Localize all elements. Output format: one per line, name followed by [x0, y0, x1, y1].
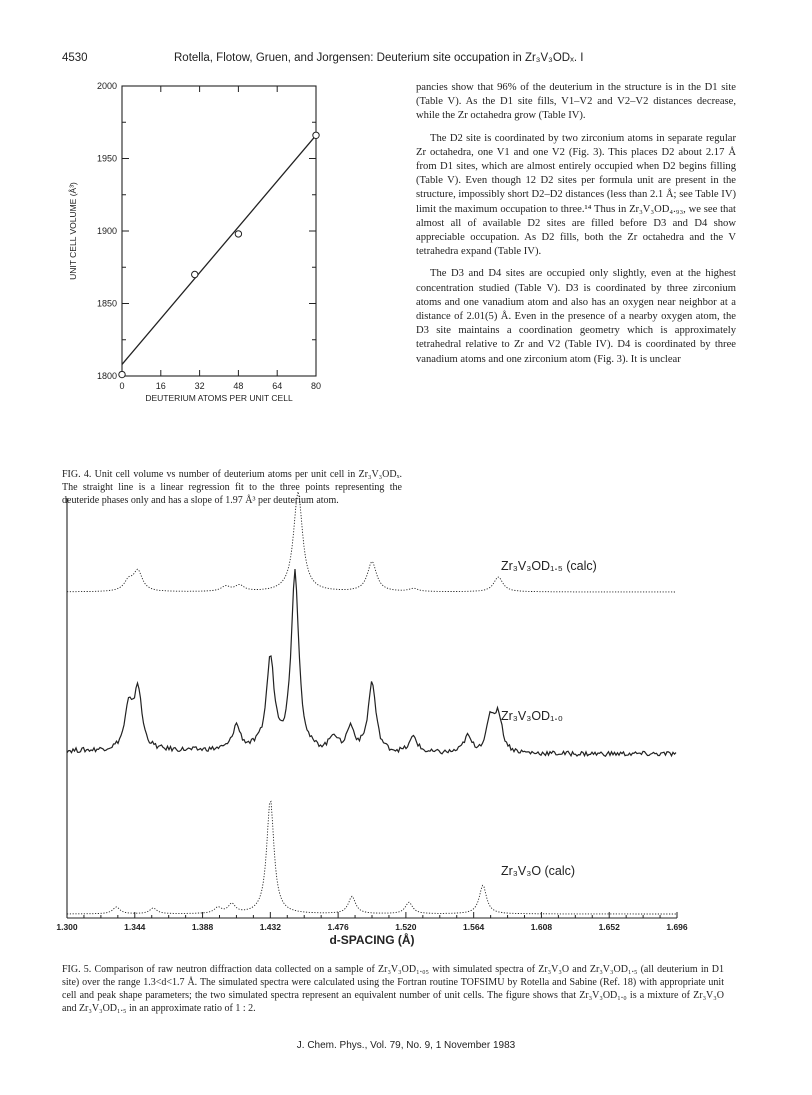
fig5-caption: FIG. 5. Comparison of raw neutron diffraction data collected on a sample of Zr₃V₃OD₁.₀₅ with simulated spectra of Zr₃V₃O and Zr₃V₃OD₁.₅ (all deuterium in D1 site) over the range 1.3<d<1.7 Å. The simulated spectra were calculated using the Fortran routine TOFSIMU by Rotella and Sabine (Ref. 18) with appropriate unit cell and peak shape parameters; the two simulated spectra represent an equivalent number of unit cells. The figure shows that Zr₃V₃OD₁.₀ is a mixture of Zr₃V₃O and Zr₃V₃OD₁.₅ in an approximate ratio of 1 : 2. — [62, 964, 724, 1014]
fig4-regression-line — [122, 135, 316, 364]
x-tick-label: 16 — [155, 381, 166, 391]
fig5-chart — [55, 490, 745, 950]
y-tick-label: 1800 — [96, 371, 117, 381]
y-tick-label: 1950 — [96, 153, 117, 164]
y-tick-label: 2000 — [96, 81, 117, 91]
fig4-data-point — [235, 231, 241, 237]
fig4-data-point — [192, 271, 198, 277]
x-tick-label: 1.520 — [395, 922, 417, 932]
fig5-series-line — [67, 802, 676, 915]
fig4-plot-frame — [122, 86, 316, 376]
x-tick-label: 1.388 — [191, 922, 214, 932]
running-head: Rotella, Flotow, Gruen, and Jorgensen: Deuterium site occupation in Zr₃V₃ODₓ. I — [174, 52, 584, 64]
fig4-x-axis-label: DEUTERIUM ATOMS PER UNIT CELL — [145, 393, 293, 403]
x-tick-label: 0 — [119, 381, 125, 391]
page-header — [62, 52, 762, 70]
x-tick-label: 80 — [310, 381, 322, 391]
paragraph: The D3 and D4 sites are occupied only slightly, even at the highest concentration studied (Table V). D3 is coordinated by three zirconium atoms and one vanadium atom and also has an oxygen near neighbor at a distance of 2.01(5) Å. Even in the presence of a nearby oxygen atom, the D3 site maintains a coordination geometry which is approximately tetrahedral relative to Zr and V2 (Table IV). D4 is coordinated by three vanadium atoms and one zirconium atom (Fig. 3). It is unclear — [416, 268, 736, 365]
fig5-series-label: Zr₃V₃OD₁.₀ — [501, 709, 563, 723]
y-tick-label: 1900 — [96, 226, 117, 236]
x-tick-label: 32 — [194, 381, 205, 391]
x-tick-label: 1.300 — [56, 922, 78, 932]
x-tick-label: 1.432 — [259, 922, 281, 932]
fig4-caption: FIG. 4. Unit cell volume vs number of deuterium atoms per unit cell in Zr₃V₃ODₓ. The straight line is a linear regression fit to the three points representing the deuteride phases only and has a slope of 1.97 Å³ per deuterium atom. — [62, 469, 402, 506]
x-tick-label: 48 — [233, 381, 244, 391]
y-tick-label: 1850 — [96, 298, 117, 309]
x-tick-label: 1.564 — [463, 922, 485, 932]
fig5-series-label: Zr₃V₃O (calc) — [501, 864, 576, 878]
x-tick-label: 1.652 — [598, 922, 620, 932]
fig4-y-axis-label: UNIT CELL VOLUME (Å³) — [68, 182, 78, 280]
page-number: 4530 — [62, 52, 88, 64]
fig4-data-point — [313, 132, 319, 138]
paragraph: The D2 site is coordinated by two zirconium atoms in separate regular Zr octahedra, one V1 and one V2 (Fig. 3). This places D2 about 2.17 Å from D1 sites, which are almost entirely occupied when D2 begins filling (Table V). Even though 12 D2 sites per formula unit are present in the structure, impossibly short D2–D2 distances (less than 2.1 Å; see Table IV) limit the maximum occupation to three.¹⁴ Thus in Zr₃V₃OD₄.₉₃, we see that almost all of available D2 sites are filled before D3 and D4 show appreciable occupation. As D2 fills, both the Zr octahedra and the V tetrahedra expand (Table IV). — [416, 132, 736, 258]
x-tick-label: 1.608 — [530, 922, 553, 932]
fig5-series-line — [67, 492, 676, 592]
fig5-series-line — [67, 569, 676, 756]
fig4-data-point — [119, 371, 125, 377]
x-tick-label: 1.344 — [124, 922, 146, 932]
x-tick-label: 64 — [272, 381, 283, 391]
fig5-x-axis-label: d-SPACING (Å) — [329, 933, 415, 947]
page-footer: J. Chem. Phys., Vol. 79, No. 9, 1 November 1983 — [296, 1040, 516, 1051]
right-column-text — [416, 81, 736, 375]
paragraph: pancies show that 96% of the deuterium in the structure is in the D1 site (Table V). As the D1 site fills, V1–V2 and V2–V2 distances decrease, while the Zr octahedra grow (Table IV). — [416, 82, 736, 122]
x-tick-label: 1.476 — [327, 922, 349, 932]
fig4-chart — [62, 78, 332, 414]
x-tick-label: 1.696 — [666, 922, 688, 932]
fig5-series-label: Zr₃V₃OD₁.₅ (calc) — [501, 559, 597, 573]
